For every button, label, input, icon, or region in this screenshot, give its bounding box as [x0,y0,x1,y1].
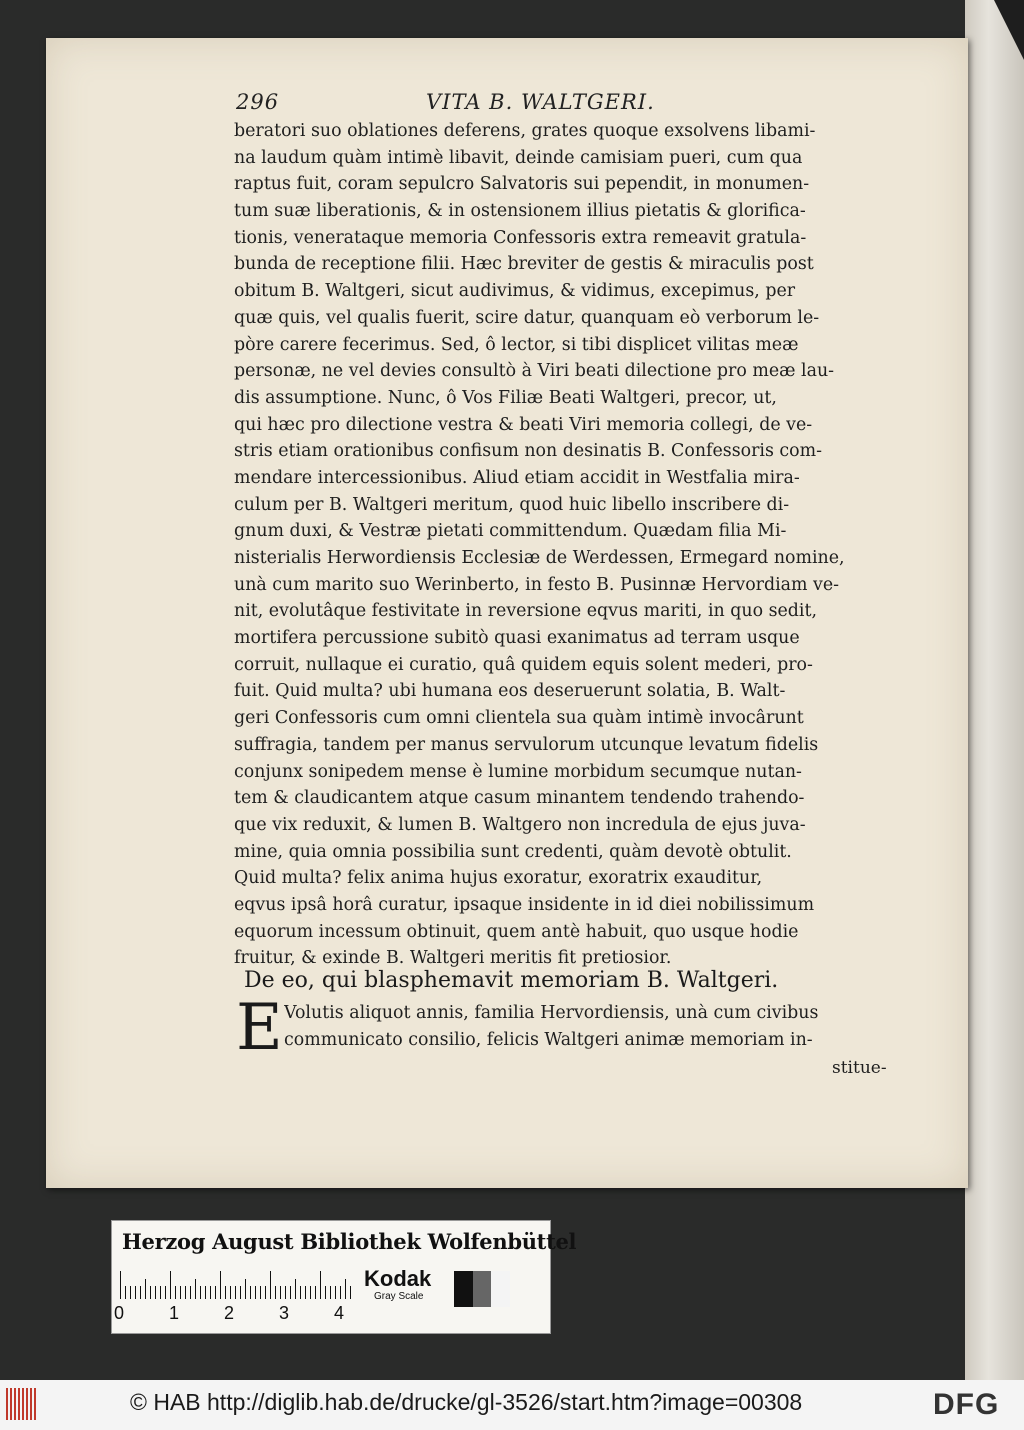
library-name: Herzog August Bibliothek Wolfenbüttel [122,1229,577,1254]
ruler-tick [255,1286,256,1299]
ruler-tick [165,1286,166,1299]
ruler-tick [290,1286,291,1299]
text-line: eqvus ipsâ horâ curatur, ipsaque insidente in id diei nobilissimum [234,894,815,915]
ruler-tick [285,1286,286,1299]
text-line: nit, evolutâque festivitate in reversione eqvus mariti, in quo sedit, [234,601,818,622]
ruler-tick [170,1271,171,1299]
gray-scale-patches [454,1271,510,1307]
text-line: qui hæc pro dilectione vestra & beati Viri memoria collegi, de ve- [234,414,813,435]
text-line: nisterialis Herwordiensis Ecclesiæ de Werdessen, Ermegard nomine, [234,548,845,568]
ruler-tick [340,1286,341,1299]
ruler-tick [185,1286,186,1299]
ruler-tick [280,1286,281,1299]
text-line: suffragia, tandem per manus servulorum utcunque levatum fidelis [234,734,819,755]
kodak-brand: Kodak [364,1266,432,1291]
ruler-tick [180,1286,181,1299]
ruler-tick [120,1271,121,1299]
ruler-number: 4 [334,1303,345,1323]
text-line: na laudum quàm intimè libavit, deinde camisiam pueri, cum qua [234,147,803,168]
ruler-tick [270,1271,271,1299]
text-line: mortifera percussione subitò quasi exanimatus ad terram usque [234,628,800,649]
ruler-tick [250,1286,251,1299]
ruler-tick [210,1286,211,1299]
ruler-tick [260,1286,261,1299]
text-line: stris etiam orationibus confisum non desinatis B. Confessoris com- [234,441,822,462]
catchword: stitue- [832,1058,887,1078]
page-header [236,90,896,118]
text-line: tum suæ liberationis, & in ostensionem illius pietatis & glorifica- [234,201,806,222]
ruler-tick [320,1271,321,1299]
copyright-url[interactable]: © HAB http://diglib.hab.de/drucke/gl-3526/start.htm?image=00308 [130,1389,803,1415]
text-line: raptus fuit, coram sepulcro Salvatoris sui pependit, in monumen- [234,174,810,195]
text-line: geri Confessoris cum omni clientela sua quàm intimè invocârunt [234,708,804,729]
ruler-tick [125,1286,126,1299]
ruler-tick [275,1286,276,1299]
text-line: tionis, venerataque memoria Confessoris extra remeavit gratula- [234,227,807,248]
ruler-tick [265,1286,266,1299]
hab-barcode-icon [6,1388,40,1420]
drop-capital: E [236,991,283,1065]
ruler-number: 1 [169,1303,180,1323]
ruler-tick [150,1286,151,1299]
text-line: mine, quia omnia possibilia sunt credenti, quàm devotè obtulit. [234,841,792,862]
ruler-tick [220,1271,221,1299]
ruler-tick [350,1286,351,1299]
ruler-tick [240,1286,241,1299]
ruler-tick [325,1286,326,1299]
ruler-tick [295,1279,296,1299]
ruler-tick [300,1286,301,1299]
section-heading: De eo, qui blasphemavit memoriam B. Waltgeri. [244,968,779,993]
text-line: que vix reduxit, & lumen B. Waltgero non incredula de ejus juva- [234,814,806,835]
ruler-tick [215,1286,216,1299]
text-line: gnum duxi, & Vestræ pietati committendum. Quædam filia Mi- [234,521,787,542]
text-line: unà cum marito suo Werinberto, in festo B. Pusinnæ Hervordiam ve- [234,574,840,595]
dfg-logo: DFG [933,1388,1000,1421]
gray-patch-mid [473,1271,492,1307]
running-title: VITA B. WALTGERI. [426,90,655,114]
ruler-numbers [114,1303,364,1327]
ruler-tick [245,1279,246,1299]
kodak-gray-scale-label: Gray Scale [374,1291,424,1302]
text-line: Quid multa? felix anima hujus exoratur, exoratrix exauditur, [234,868,763,889]
scale-ruler [120,1269,354,1299]
ruler-number: 3 [279,1303,290,1323]
kodak-logo [364,1267,454,1317]
ruler-tick [315,1286,316,1299]
text-line: beratori suo oblationes deferens, grates quoque exsolvens libami- [234,121,816,141]
ruler-tick [345,1279,346,1299]
text-line: corruit, nullaque ei curatio, quâ quidem equis solent mederi, pro- [234,654,813,675]
text-line: obitum B. Waltgeri, sicut audivimus, & vidimus, excepimus, per [234,281,796,302]
ruler-tick [140,1286,141,1299]
text-line: fruitur, & exinde B. Waltgeri meritis fit pretiosior. [234,948,672,969]
ruler-number: 2 [224,1303,235,1323]
section-text [284,1000,876,1053]
ruler-tick [195,1279,196,1299]
ruler-tick [175,1286,176,1299]
ruler-tick [305,1286,306,1299]
text-line: pòre carere fecerimus. Sed, ô lector, si tibi displicet vilitas meæ [234,334,799,355]
ruler-tick [200,1286,201,1299]
ruler-tick [135,1286,136,1299]
gray-patch-white [491,1271,510,1307]
footer-bar [0,1380,1024,1430]
ruler-tick [130,1286,131,1299]
ruler-tick [205,1286,206,1299]
ruler-tick [235,1286,236,1299]
text-line: mendare intercessionibus. Aliud etiam accidit in Westfalia mira- [234,467,800,488]
text-line: equorum incessum obtinuit, quem antè habuit, quo usque hodie [234,921,799,942]
text-line: fuit. Quid multa? ubi humana eos deseruerunt solatia, B. Walt- [234,681,786,702]
main-text [234,118,878,972]
ruler-tick [145,1279,146,1299]
gray-patch-black [454,1271,473,1307]
library-label [111,1220,577,1334]
text-line: bunda de receptione filii. Hæc breviter de gestis & miraculis post [234,254,814,275]
text-line: Volutis aliquot annis, familia Hervordiensis, unà cum civibus [284,1003,819,1023]
page-number: 296 [236,90,280,114]
next-page-edge [965,0,1024,1380]
text-line: communicato consilio, felicis Waltgeri animæ memoriam in- [284,1029,813,1050]
text-line: tem & claudicantem atque casum minantem tendendo trahendo- [234,788,805,809]
text-line: quæ quis, vel qualis fuerit, scire datur, quanquam eò verborum le- [234,307,820,328]
text-line: dis assumptione. Nunc, ô Vos Filiæ Beati Waltgeri, precor, ut, [234,387,777,408]
ruler-number: 0 [114,1303,125,1323]
ruler-tick [155,1286,156,1299]
text-line: conjunx sonipedem mense è lumine morbidum secumque nutan- [234,761,802,782]
ruler-tick [230,1286,231,1299]
ruler-tick [160,1286,161,1299]
text-line: personæ, ne vel devies consultò à Viri beati dilectione pro meæ lau- [234,361,835,382]
ruler-tick [310,1286,311,1299]
text-line: culum per B. Waltgeri meritum, quod huic libello inscribere di- [234,494,790,515]
ruler-tick [330,1286,331,1299]
ruler-tick [225,1286,226,1299]
ruler-tick [335,1286,336,1299]
ruler-tick [190,1286,191,1299]
